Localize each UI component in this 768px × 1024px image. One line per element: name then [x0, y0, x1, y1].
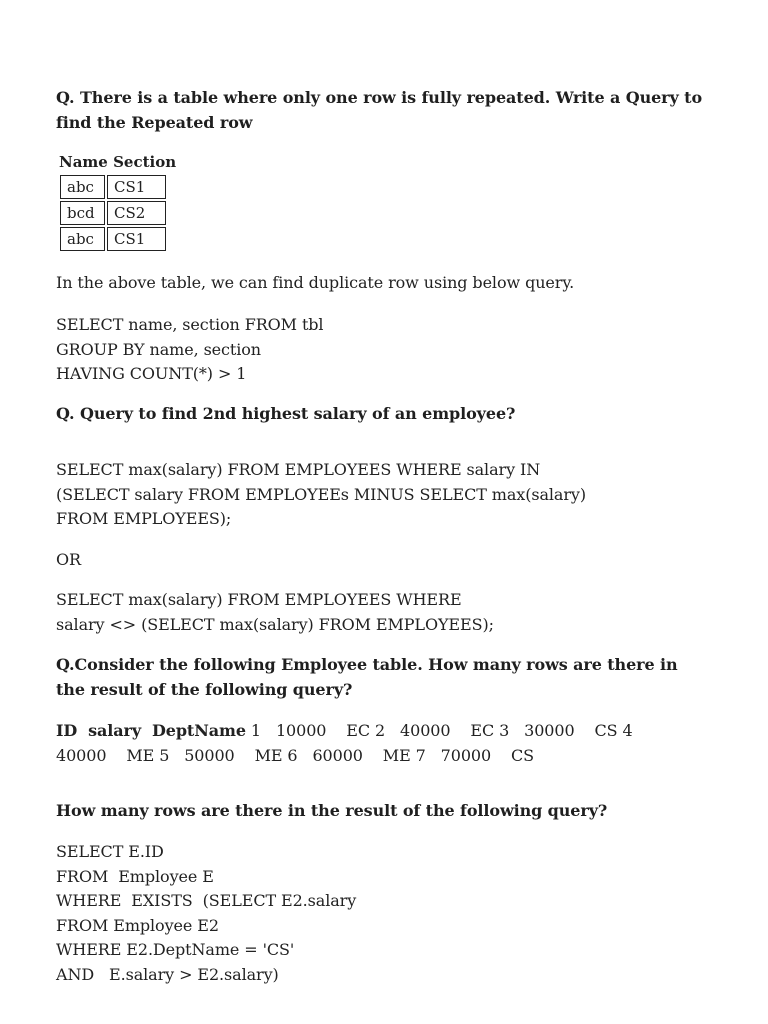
employee-table-line-1	[56, 719, 696, 744]
table-cell: abc	[60, 175, 105, 199]
table-row	[60, 175, 166, 199]
query-line: WHERE EXISTS (SELECT E2.salary	[56, 891, 357, 910]
question-1-line-2: find the Repeated row	[56, 112, 253, 132]
table-cell: CS1	[107, 227, 166, 251]
query-line: HAVING COUNT(*) > 1	[56, 364, 247, 383]
question-3-line-1: Q.Consider the following Employee table. How many rows are there in	[56, 655, 678, 674]
employee-table-inline	[56, 719, 696, 768]
employee-table-header: ID salary DeptName	[56, 721, 246, 740]
query-line: SELECT name, section FROM tbl	[56, 315, 324, 334]
query-line: AND E.salary > E2.salary)	[56, 964, 279, 984]
or-separator: OR	[56, 550, 81, 569]
query-line: salary <> (SELECT max(salary) FROM EMPLOYEES);	[56, 614, 494, 634]
q2-query-1	[56, 458, 696, 532]
query-line: SELECT max(salary) FROM EMPLOYEES WHERE	[56, 590, 462, 609]
q3-query	[56, 840, 696, 987]
question-1-line-1: Q. There is a table where only one row is fully repeated. Write a Query to	[56, 88, 703, 107]
column-header-section: Section	[113, 153, 177, 171]
question-1	[56, 86, 703, 135]
table-row	[60, 201, 166, 225]
query-line: WHERE E2.DeptName = 'CS'	[56, 940, 295, 959]
question-3-line-2: the result of the following query?	[56, 679, 353, 699]
query-line: FROM Employee E	[56, 866, 214, 886]
query-line: GROUP BY name, section	[56, 339, 261, 359]
table-cell: CS2	[107, 201, 166, 225]
query-line: FROM Employee E2	[56, 915, 219, 935]
q1-query	[56, 313, 696, 387]
table-row	[60, 227, 166, 251]
employee-table-values-2: 40000 ME 5 50000 ME 6 60000 ME 7 70000 CS	[56, 745, 535, 765]
employee-table-values-1: 1 10000 EC 2 40000 EC 3 30000 CS 4	[245, 721, 633, 740]
q2-query-2	[56, 588, 696, 637]
repeated-row-table-header	[59, 152, 176, 172]
question-3b: How many rows are there in the result of the following query?	[56, 801, 608, 820]
q1-explanation: In the above table, we can find duplicate row using below query.	[56, 273, 575, 292]
query-line: SELECT E.ID	[56, 842, 164, 861]
query-line: FROM EMPLOYEES);	[56, 509, 232, 528]
question-2: Q. Query to find 2nd highest salary of an employee?	[56, 404, 516, 423]
table-cell: bcd	[60, 201, 105, 225]
question-3	[56, 653, 696, 702]
repeated-row-table	[58, 173, 168, 253]
column-header-name: Name	[59, 153, 108, 171]
table-cell: CS1	[107, 175, 166, 199]
query-line: (SELECT salary FROM EMPLOYEEs MINUS SELECT max(salary)	[56, 484, 586, 504]
query-line: SELECT max(salary) FROM EMPLOYEES WHERE salary IN	[56, 460, 541, 479]
table-cell: abc	[60, 227, 105, 251]
